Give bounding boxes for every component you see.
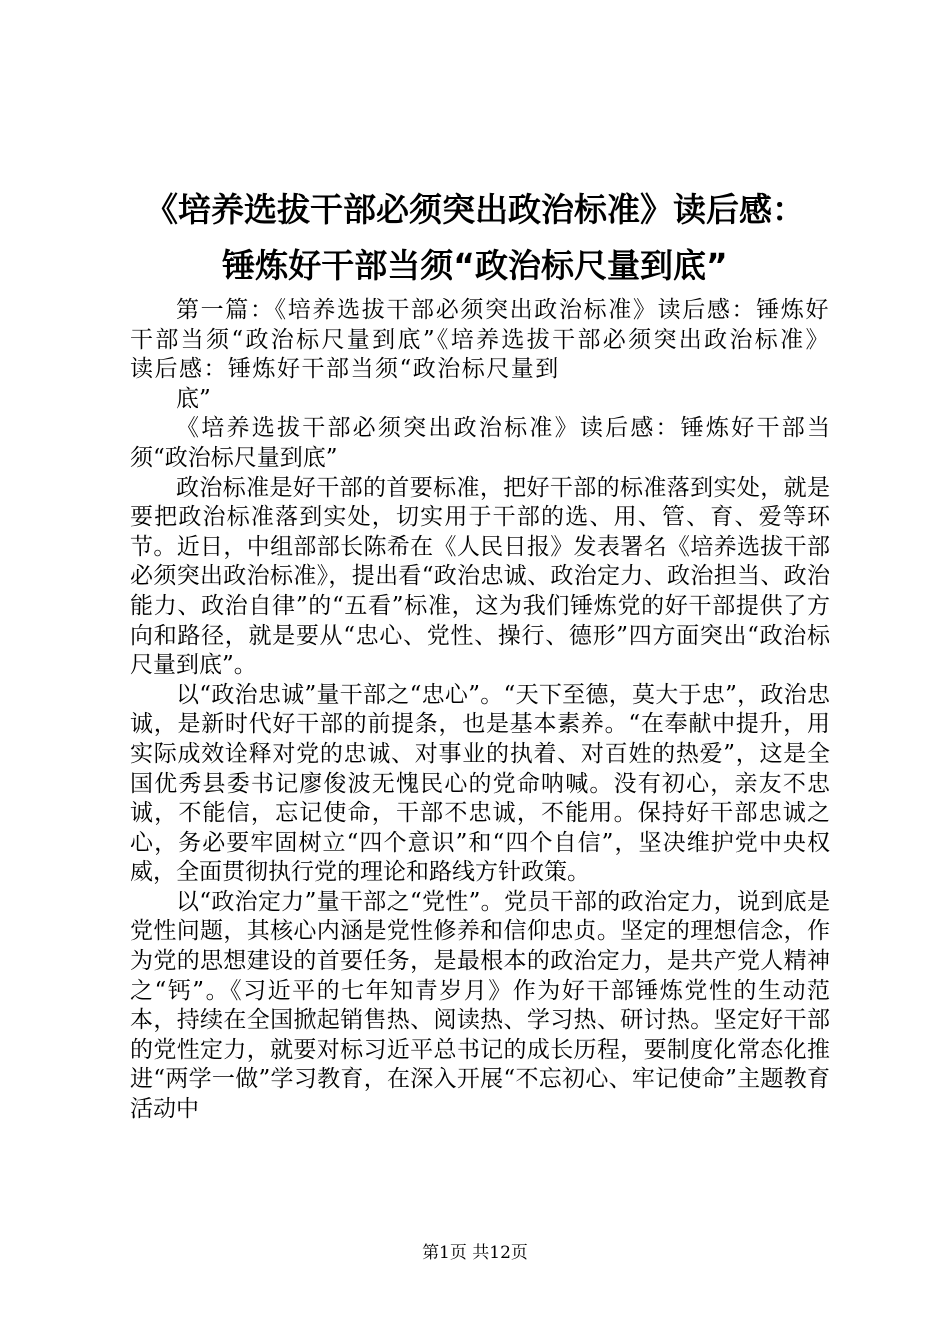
page-footer: 第1页 共12页: [422, 1243, 528, 1263]
document-body: [130, 296, 830, 1125]
paragraph-political-loyalty: 以“政治忠诚”量干部之“忠心”。“天下至德，莫大于忠”，政治忠诚，是新时代好干部的前提条，也是基本素养。“在奉献中提升，用实际成效诠释对党的忠诚、对事业的执着、对百姓的热爱”，这是全国优秀县委书记廖俊波无愧民心的党命呐喊。没有初心，亲友不忠诚，不能信，忘记使命，干部不忠诚，不能用。保持好干部忠诚之心，务必要牢固树立“四个意识”和“四个自信”，坚决维护党中央权威，全面贯彻执行党的理论和路线方针政策。: [130, 681, 830, 886]
paragraph-subtitle: 《培养选拔干部必须突出政治标准》读后感：锤炼好干部当须“政治标尺量到底”: [130, 415, 830, 471]
paragraph-intro-tail: 底”: [176, 385, 211, 412]
paragraph-intro: 第一篇：《培养选拔干部必须突出政治标准》读后感：锤炼好干部当须“政治标尺量到底”《培养选拔干部必须突出政治标准》读后感：锤炼好干部当须“政治标尺量到: [130, 297, 830, 383]
paragraph-political-standard: 政治标准是好干部的首要标准，把好干部的标准落到实处，就是要把政治标准落到实处，切实用于干部的选、用、管、育、爱等环节。近日，中组部部长陈希在《人民日报》发表署名《培养选拔干部必须突出政治标准》，提出看“政治忠诚、政治定力、政治担当、政治能力、政治自律”的“五看”标准，这为我们锤炼党的好干部提供了方向和路径，就是要从“忠心、党性、操行、德形”四方面突出“政治标尺量到底”。: [130, 474, 830, 679]
paragraph-political-determination: 以“政治定力”量干部之“党性”。党员干部的政治定力，说到底是党性问题，其核心内涵是党性修养和信仰忠贞。坚定的理想信念，作为党的思想建设的首要任务，是最根本的政治定力，是共产党人精神之“钙”。《习近平的七年知青岁月》作为好干部锤炼党性的生动范本，持续在全国掀起销售热、阅读热、学习热、研讨热。坚定好干部的党性定力，就要对标习近平总书记的成长历程，要制度化常态化推进“两学一做”学习教育，在深入开展“不忘初心、牢记使命”主题教育活动中: [130, 888, 830, 1123]
document-title-line-1: 《培养选拔干部必须突出政治标准》读后感：: [145, 190, 805, 229]
document-title-line-2: 锤炼好干部当须“政治标尺量到底”: [222, 246, 728, 285]
